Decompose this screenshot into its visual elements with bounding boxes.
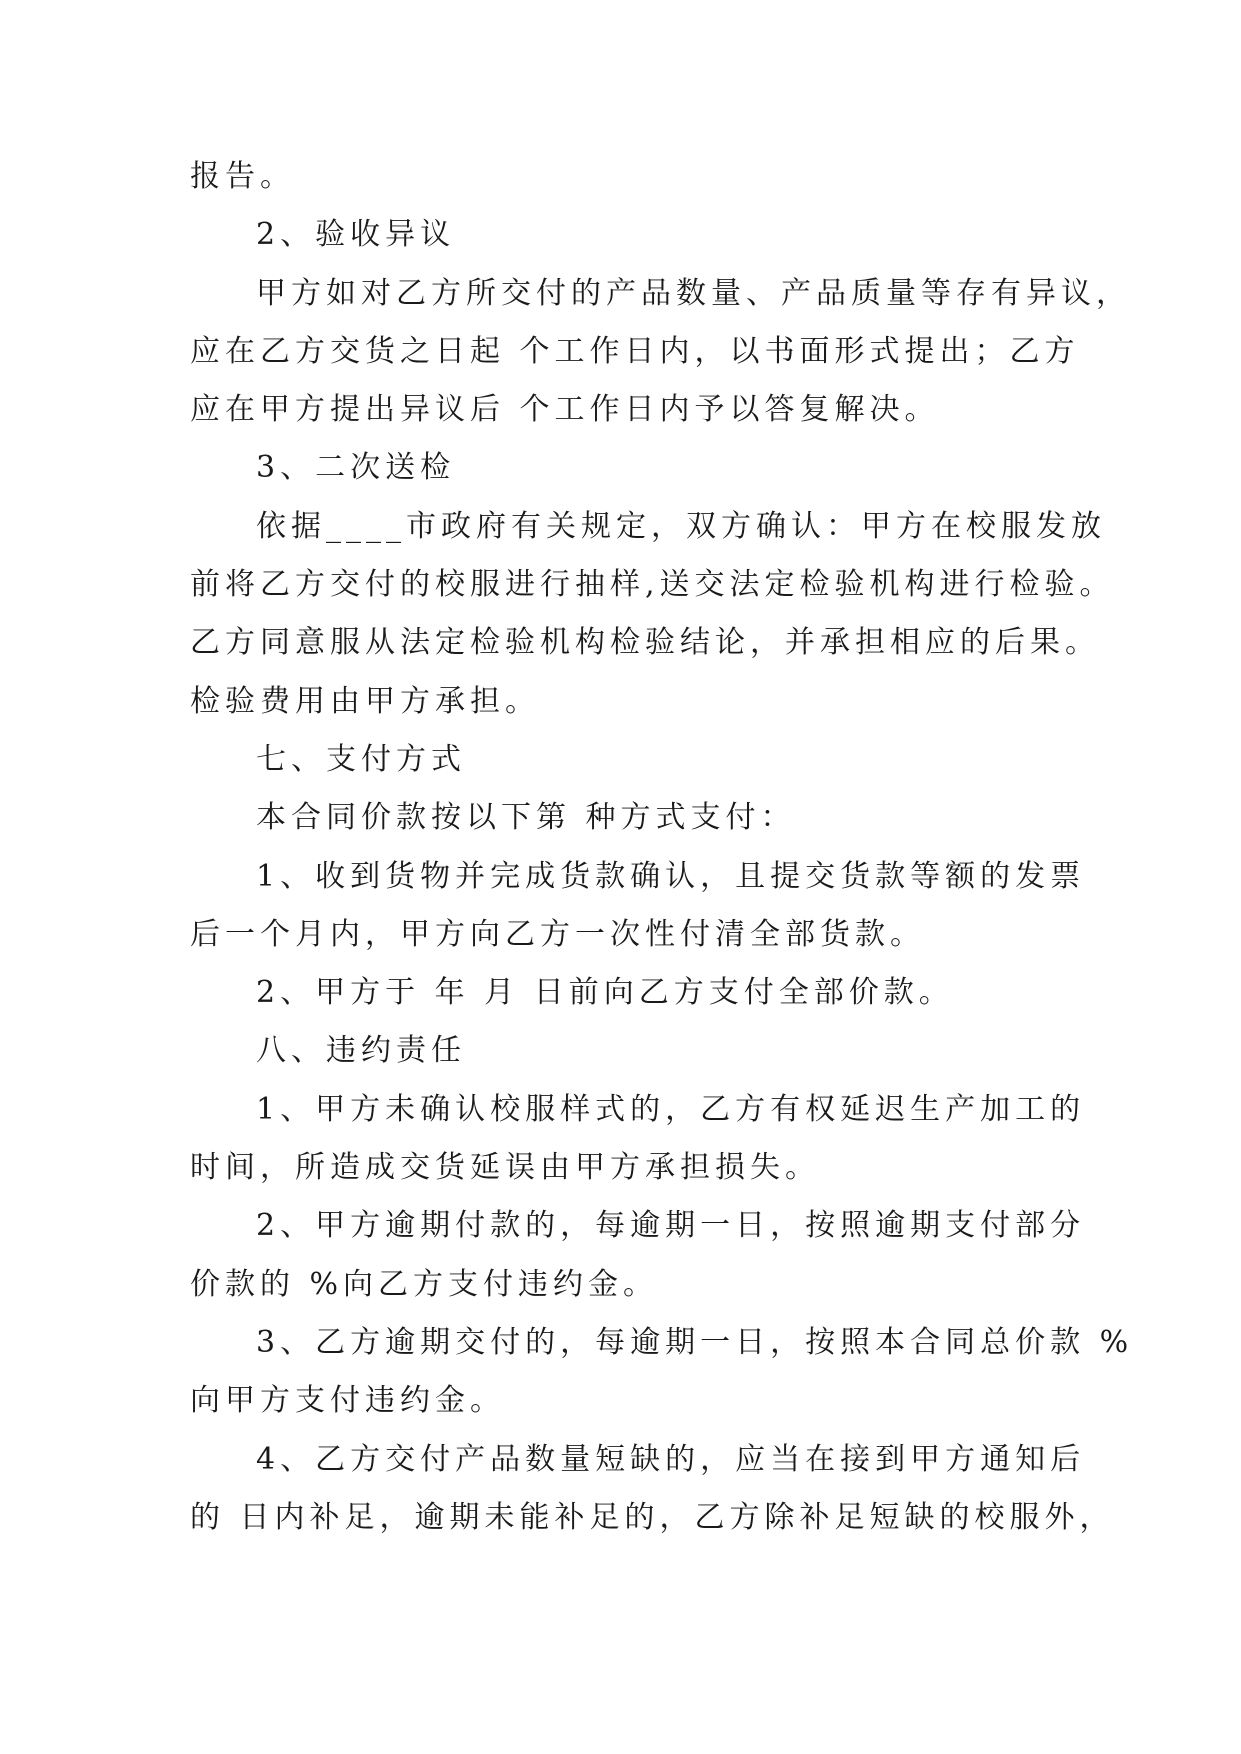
text-line: 向甲方支付违约金。 [190, 1383, 505, 1419]
text-line: 时间，所造成交货延误由甲方承担损失。 [190, 1150, 820, 1186]
contract-body [190, 148, 1134, 1547]
section-heading: 3、二次送检 [256, 450, 456, 486]
text-line: 2、甲方于 年 月 日前向乙方支付全部价款。 [256, 975, 954, 1011]
section-heading: 七、支付方式 [256, 741, 466, 777]
text-line: 的 日内补足，逾期未能补足的，乙方除补足短缺的校服外， [190, 1499, 1115, 1535]
section-heading: 八、违约责任 [256, 1033, 466, 1069]
text-line: 1、甲方未确认校服样式的，乙方有权延迟生产加工的 [256, 1091, 1086, 1127]
text-line: 前将乙方交付的校服进行抽样,送交法定检验机构进行检验。 [190, 567, 1115, 603]
text-line: 应在甲方提出异议后 个工作日内予以答复解决。 [190, 392, 940, 428]
text-line: 本合同价款按以下第 种方式支付： [256, 800, 796, 836]
text-line: 应在乙方交货之日起 个工作日内，以书面形式提出；乙方 [190, 333, 1080, 369]
text-line: 检验费用由甲方承担。 [190, 683, 540, 719]
text-line: 1、收到货物并完成货款确认，且提交货款等额的发票 [256, 858, 1086, 894]
text-line: 4、乙方交付产品数量短缺的，应当在接到甲方通知后 [256, 1441, 1086, 1477]
text-line: 乙方同意服从法定检验机构检验结论，并承担相应的后果。 [190, 625, 1100, 661]
section-heading: 2、验收异议 [256, 217, 456, 253]
text-line: 后一个月内，甲方向乙方一次性付清全部货款。 [190, 916, 925, 952]
text-line: 报告。 [190, 159, 295, 194]
text-line: 甲方如对乙方所交付的产品数量、产品质量等存有异议， [256, 275, 1131, 311]
text-line: 价款的 %向乙方支付违约金。 [190, 1266, 659, 1302]
text-line: 2、甲方逾期付款的，每逾期一日，按照逾期支付部分 [256, 1208, 1086, 1244]
text-line: 3、乙方逾期交付的，每逾期一日，按照本合同总价款 % [256, 1324, 1134, 1360]
text-line: 依据____市政府有关规定，双方确认：甲方在校服发放 [256, 508, 1106, 544]
